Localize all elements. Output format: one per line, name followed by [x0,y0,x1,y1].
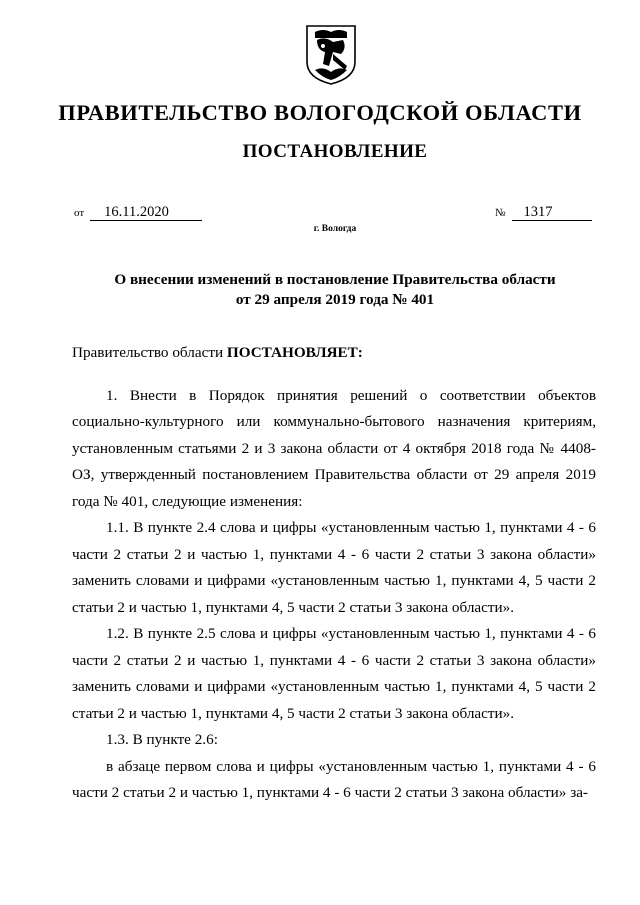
document-body [72,340,596,807]
vologda-coat-of-arms-icon [303,22,359,86]
date-field [74,205,202,221]
paragraph-1-3-a: в абзаце первом слова и цифры «установленным частью 1, пунктами 4 - 6 части 2 статьи 2 и частью 1, пунктами 4 - 6 части 2 статьи 3 закона области» за- [72,757,596,801]
government-title: ПРАВИТЕЛЬСТВО ВОЛОГОДСКОЙ ОБЛАСТИ [58,100,582,125]
paragraph-1-2: 1.2. В пункте 2.5 слова и цифры «установленным частью 1, пунктами 4 - 6 части 2 статьи 2 и частью 1, пунктами 4 - 6 части 2 статьи 3 закона области» заменить словами и цифрами «установленным частью 1, пунктами 4, 5 части 2 статьи 2 и частью 1, пунктами 4, 5 части 2 статьи 3 закона области». [72,625,596,722]
date-value: 16.11.2020 [90,205,202,221]
document-subject [60,270,610,310]
paragraph-1-3: 1.3. В пункте 2.6: [106,731,218,748]
paragraph-1: 1. Внести в Порядок принятия решений о соответствии объектов социально-культурного или коммунально-бытового назначения критериям, установленным статьями 2 и 3 закона области от 4 октября 2018 года № 4408-ОЗ, утвержденный постановлением Правительства области от 29 апреля 2019 года № 401, следующие изменения: [72,386,596,510]
subject-line-2: от 29 апреля 2019 года № 401 [235,291,435,308]
preamble-decree: ПОСТАНОВЛЯЕТ: [226,344,363,361]
number-value: 1317 [512,205,592,221]
document-type: ПОСТАНОВЛЕНИЕ [242,141,428,162]
number-label: № [495,207,506,219]
preamble-text: Правительство области [72,344,227,361]
subject-line-1: О внесении изменений в постановление Правительства области [114,271,556,288]
date-label: от [74,207,85,219]
paragraph-1-1: 1.1. В пункте 2.4 слова и цифры «установленным частью 1, пунктами 4 - 6 части 2 статьи 2 и частью 1, пунктами 4 - 6 части 2 статьи 3 закона области» заменить словами и цифрами «установленным частью 1, пунктами 4, 5 части 2 статьи 2 и частью 1, пунктами 4, 5 части 2 статьи 3 закона области». [72,519,596,616]
preamble [72,340,596,367]
city-label: г. Вологда [313,224,357,234]
number-field [495,205,592,221]
